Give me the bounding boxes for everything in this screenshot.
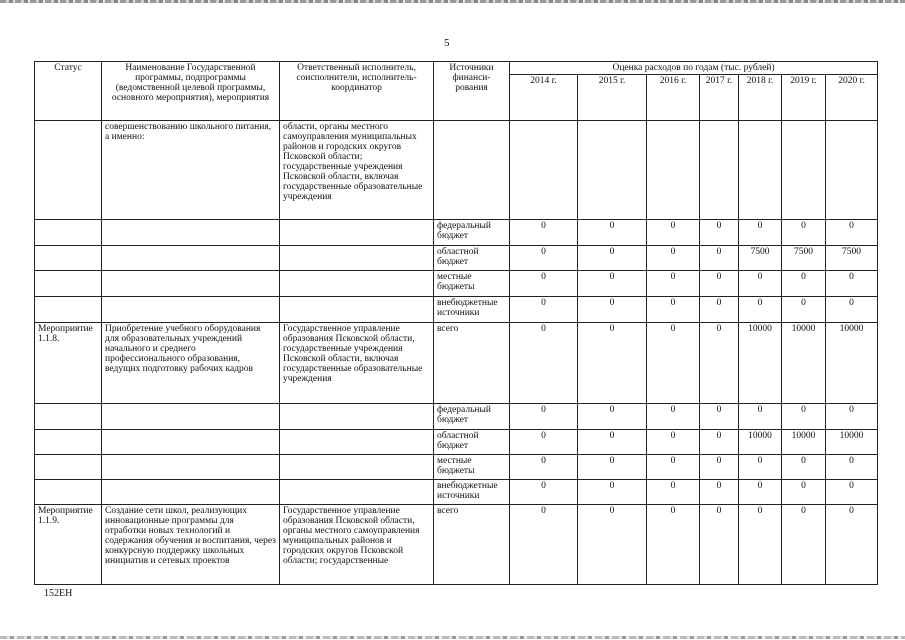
value-cell: 10000 — [826, 430, 878, 455]
source-cell: областной бюджет — [434, 430, 510, 455]
table-row — [35, 246, 878, 271]
source-cell: местные бюджеты — [434, 455, 510, 480]
value-cell: 0 — [826, 297, 878, 323]
value-cell: 0 — [510, 220, 578, 246]
table-row — [35, 220, 878, 246]
source-cell: всего — [434, 505, 510, 585]
header-year: 2015 г. — [578, 75, 647, 121]
source-cell: внебюджетные источники — [434, 297, 510, 323]
header-year: 2016 г. — [647, 75, 700, 121]
status-cell — [35, 455, 102, 480]
value-cell: 0 — [510, 271, 578, 297]
value-cell — [782, 121, 826, 220]
value-cell: 0 — [647, 455, 700, 480]
activity-name-cell — [102, 246, 280, 271]
value-cell: 0 — [578, 404, 647, 430]
value-cell: 0 — [739, 271, 782, 297]
source-cell — [434, 121, 510, 220]
value-cell: 0 — [782, 455, 826, 480]
responsible-cell — [280, 480, 434, 505]
responsible-cell — [280, 246, 434, 271]
scan-edge-bottom — [0, 636, 905, 639]
value-cell: 0 — [739, 297, 782, 323]
page-number: 5 — [444, 37, 450, 49]
value-cell — [510, 121, 578, 220]
value-cell — [647, 121, 700, 220]
value-cell: 0 — [826, 271, 878, 297]
responsible-cell — [280, 404, 434, 430]
value-cell: 0 — [647, 297, 700, 323]
value-cell: 0 — [826, 404, 878, 430]
activity-name-cell — [102, 271, 280, 297]
table-row — [35, 430, 878, 455]
responsible-cell — [280, 430, 434, 455]
value-cell: 0 — [647, 220, 700, 246]
value-cell: 0 — [739, 220, 782, 246]
expenditure-table — [34, 61, 878, 585]
value-cell: 0 — [700, 480, 739, 505]
value-cell: 7500 — [739, 246, 782, 271]
scan-edge-top — [0, 0, 905, 3]
activity-name-cell: Приобретение учебного оборудования для образовательных учреждений начального и среднего профессионального образования, ведущих подготовку рабочих кадров — [102, 323, 280, 404]
header-year: 2020 г. — [826, 75, 878, 121]
value-cell: 0 — [578, 246, 647, 271]
value-cell: 0 — [647, 430, 700, 455]
source-cell: федеральный бюджет — [434, 404, 510, 430]
value-cell: 0 — [826, 455, 878, 480]
value-cell: 0 — [647, 404, 700, 430]
activity-name-cell: Создание сети школ, реализующих инновационные программы для отработки новых технологий и содержания обучения и воспитания, через конкурсную поддержку школьных инициатив и сетевых проектов — [102, 505, 280, 585]
value-cell: 0 — [782, 271, 826, 297]
activity-name-cell — [102, 480, 280, 505]
value-cell: 0 — [510, 246, 578, 271]
table-row — [35, 455, 878, 480]
table-row — [35, 121, 878, 220]
value-cell: 0 — [578, 455, 647, 480]
table-row — [35, 404, 878, 430]
header-year: 2018 г. — [739, 75, 782, 121]
activity-name-cell — [102, 455, 280, 480]
responsible-cell — [280, 297, 434, 323]
value-cell: 0 — [578, 430, 647, 455]
status-cell: Мероприятие 1.1.8. — [35, 323, 102, 404]
value-cell: 10000 — [782, 323, 826, 404]
value-cell: 0 — [700, 323, 739, 404]
value-cell: 0 — [739, 455, 782, 480]
table-row — [35, 480, 878, 505]
table-row — [35, 271, 878, 297]
header-year: 2019 г. — [782, 75, 826, 121]
status-cell — [35, 430, 102, 455]
value-cell: 0 — [782, 505, 826, 585]
header-year: 2017 г. — [700, 75, 739, 121]
value-cell: 0 — [739, 404, 782, 430]
value-cell: 0 — [739, 480, 782, 505]
value-cell: 0 — [700, 220, 739, 246]
value-cell: 0 — [510, 404, 578, 430]
value-cell: 0 — [578, 480, 647, 505]
value-cell: 0 — [510, 297, 578, 323]
value-cell: 0 — [647, 271, 700, 297]
value-cell: 0 — [510, 505, 578, 585]
value-cell: 0 — [578, 297, 647, 323]
value-cell — [826, 121, 878, 220]
header-name: Наименование Государственной программы, подпрограммы (ведомственной целевой программы, основного мероприятия), мероприятия — [102, 62, 280, 121]
value-cell — [700, 121, 739, 220]
responsible-cell — [280, 220, 434, 246]
value-cell: 0 — [826, 220, 878, 246]
status-cell — [35, 271, 102, 297]
value-cell: 0 — [700, 455, 739, 480]
value-cell: 0 — [782, 220, 826, 246]
status-cell — [35, 404, 102, 430]
value-cell: 0 — [700, 271, 739, 297]
responsible-cell: Государственное управление образования Псковской области, органы местного самоуправления муниципальных районов и городских округов Псковской области; государственные — [280, 505, 434, 585]
value-cell: 0 — [782, 404, 826, 430]
value-cell: 0 — [782, 297, 826, 323]
value-cell: 0 — [510, 430, 578, 455]
header-estimate: Оценка расходов по годам (тыс. рублей) — [510, 62, 878, 75]
activity-name-cell — [102, 220, 280, 246]
status-cell — [35, 220, 102, 246]
value-cell: 0 — [578, 220, 647, 246]
value-cell: 0 — [700, 246, 739, 271]
value-cell: 0 — [647, 246, 700, 271]
value-cell: 10000 — [739, 323, 782, 404]
value-cell: 10000 — [782, 430, 826, 455]
value-cell: 0 — [510, 323, 578, 404]
status-cell: Мероприятие 1.1.9. — [35, 505, 102, 585]
value-cell: 0 — [578, 505, 647, 585]
value-cell: 10000 — [826, 323, 878, 404]
source-cell: внебюджетные источники — [434, 480, 510, 505]
value-cell: 0 — [578, 323, 647, 404]
table-row — [35, 323, 878, 404]
value-cell: 7500 — [826, 246, 878, 271]
value-cell: 0 — [826, 505, 878, 585]
value-cell: 0 — [782, 480, 826, 505]
value-cell: 0 — [700, 297, 739, 323]
activity-name-cell — [102, 430, 280, 455]
value-cell: 0 — [700, 430, 739, 455]
header-sources: Источники финанси-рования — [434, 62, 510, 121]
status-cell — [35, 121, 102, 220]
header-year: 2014 г. — [510, 75, 578, 121]
activity-name-cell — [102, 297, 280, 323]
source-cell: местные бюджеты — [434, 271, 510, 297]
source-cell: областной бюджет — [434, 246, 510, 271]
activity-name-cell — [102, 404, 280, 430]
responsible-cell — [280, 271, 434, 297]
source-cell: всего — [434, 323, 510, 404]
value-cell: 0 — [510, 455, 578, 480]
value-cell: 0 — [647, 505, 700, 585]
header-responsible: Ответственный исполнитель, соисполнители, исполнитель-координатор — [280, 62, 434, 121]
value-cell: 0 — [826, 480, 878, 505]
value-cell: 7500 — [782, 246, 826, 271]
value-cell: 10000 — [739, 430, 782, 455]
document-code: 152ЕН — [44, 588, 73, 599]
header-status: Статус — [35, 62, 102, 121]
value-cell: 0 — [700, 505, 739, 585]
value-cell: 0 — [647, 323, 700, 404]
source-cell: федеральный бюджет — [434, 220, 510, 246]
table-row — [35, 297, 878, 323]
status-cell — [35, 297, 102, 323]
value-cell: 0 — [647, 480, 700, 505]
status-cell — [35, 246, 102, 271]
responsible-cell — [280, 455, 434, 480]
table-row — [35, 505, 878, 585]
value-cell: 0 — [700, 404, 739, 430]
value-cell: 0 — [739, 505, 782, 585]
value-cell — [578, 121, 647, 220]
value-cell — [739, 121, 782, 220]
value-cell: 0 — [510, 480, 578, 505]
responsible-cell: области, органы местного самоуправления муниципальных районов и городских округов Псковской области; государственные учреждения Псковской области, включая государственные образовательные учреждения — [280, 121, 434, 220]
value-cell: 0 — [578, 271, 647, 297]
responsible-cell: Государственное управление образования Псковской области, государственные учреждения Псковской области, включая государственные образовательные учреждения — [280, 323, 434, 404]
activity-name-cell: совершенствованию школьного питания, а именно: — [102, 121, 280, 220]
status-cell — [35, 480, 102, 505]
